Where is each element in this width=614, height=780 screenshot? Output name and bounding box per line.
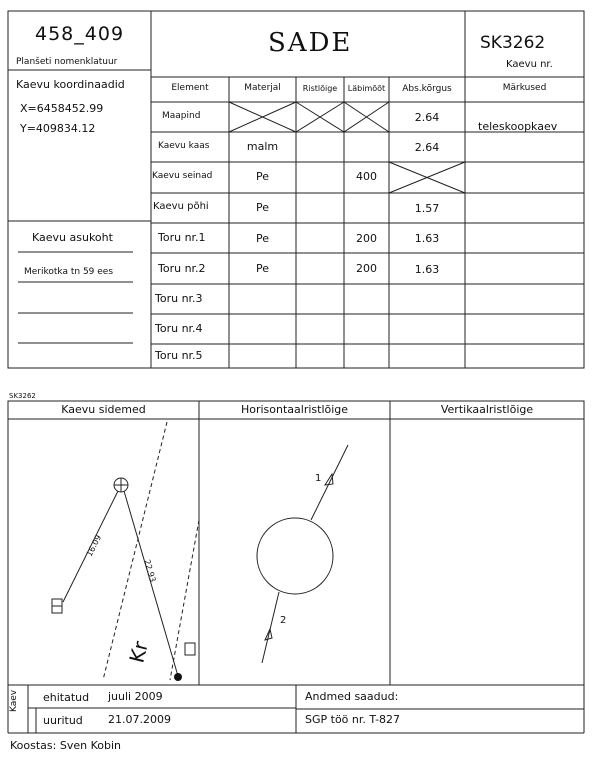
table-cell-elevation: 1.63: [414, 263, 440, 276]
table-cell-elevation: 2.64: [414, 111, 440, 124]
data-source-value: SGP töö nr. T-827: [305, 713, 401, 726]
col-header-cross-section: Ristlõige: [302, 84, 338, 93]
drawing-id-label: SK3262: [9, 392, 36, 400]
table-cell-element: Kaevu kaas: [158, 141, 210, 151]
kerb-label: Kr: [124, 638, 153, 666]
data-source-label: Andmed saadud:: [305, 690, 399, 703]
built-value: juuli 2009: [108, 690, 163, 703]
table-cell-element: Kaevu seinad: [152, 171, 213, 181]
col-links-heading: Kaevu sidemed: [61, 403, 146, 416]
table-cell-element: Toru nr.2: [158, 262, 206, 275]
table-cell-element: Toru nr.3: [155, 292, 203, 305]
built-label: ehitatud: [43, 691, 90, 704]
table-cell-material: Pe: [255, 170, 269, 183]
footer-side-label: Kaev: [9, 689, 19, 712]
sheet-number: 458_409: [35, 23, 125, 45]
table-cell-material: malm: [246, 140, 279, 153]
sheet-label: Planšeti nomenklatuur: [16, 57, 118, 67]
page-title: SADE: [268, 28, 353, 58]
table-cell-element: Toru nr.5: [155, 349, 203, 362]
table-cell-diameter: 400: [356, 170, 377, 183]
col-vertical-heading: Vertikaalristlõige: [440, 403, 534, 416]
table-cell-elevation: 2.64: [414, 141, 440, 154]
table-cell-element: Kaevu põhi: [153, 201, 209, 212]
table-cell-material: Pe: [255, 262, 269, 275]
table-cell-elevation: 1.57: [414, 202, 440, 215]
col-header-notes: Märkused: [502, 83, 547, 93]
pipe-label: 1: [315, 473, 322, 484]
table-cell-element: Maapind: [162, 111, 201, 121]
table-cell-element: Toru nr.4: [155, 322, 203, 335]
distance-label: 16.09: [84, 533, 104, 559]
col-header-material: Materjal: [244, 83, 281, 93]
location-heading: Kaevu asukoht: [32, 231, 113, 244]
coordinates-heading: Kaevu koordinaadid: [16, 78, 125, 91]
table-cell-material: Pe: [255, 232, 269, 245]
table-cell-material: Pe: [255, 201, 269, 214]
table-cell-element: Toru nr.1: [158, 231, 206, 244]
table-cell-diameter: 200: [356, 232, 377, 245]
pipe-label: 2: [280, 615, 287, 626]
col-header-element: Element: [171, 83, 209, 93]
well-id: SK3262: [480, 33, 546, 53]
well-label: Kaevu nr.: [506, 59, 553, 70]
col-header-diameter: Läbimõõt: [347, 84, 386, 93]
surveyed-value: 21.07.2009: [108, 713, 171, 726]
coordinate-x: X=6458452.99: [20, 102, 104, 115]
col-horizontal-heading: Horisontaalristlõige: [240, 403, 349, 416]
surveyed-label: uuritud: [43, 714, 83, 727]
table-cell-notes: teleskoopkaev: [478, 120, 558, 133]
location-address: Merikotka tn 59 ees: [24, 267, 114, 277]
table-cell-diameter: 200: [356, 262, 377, 275]
author: Koostas: Sven Kobin: [10, 739, 121, 752]
distance-label: 22.93: [142, 558, 158, 584]
col-header-elevation: Abs.kõrgus: [402, 84, 452, 94]
table-cell-elevation: 1.63: [414, 232, 440, 245]
coordinate-y: Y=409834.12: [20, 122, 96, 135]
